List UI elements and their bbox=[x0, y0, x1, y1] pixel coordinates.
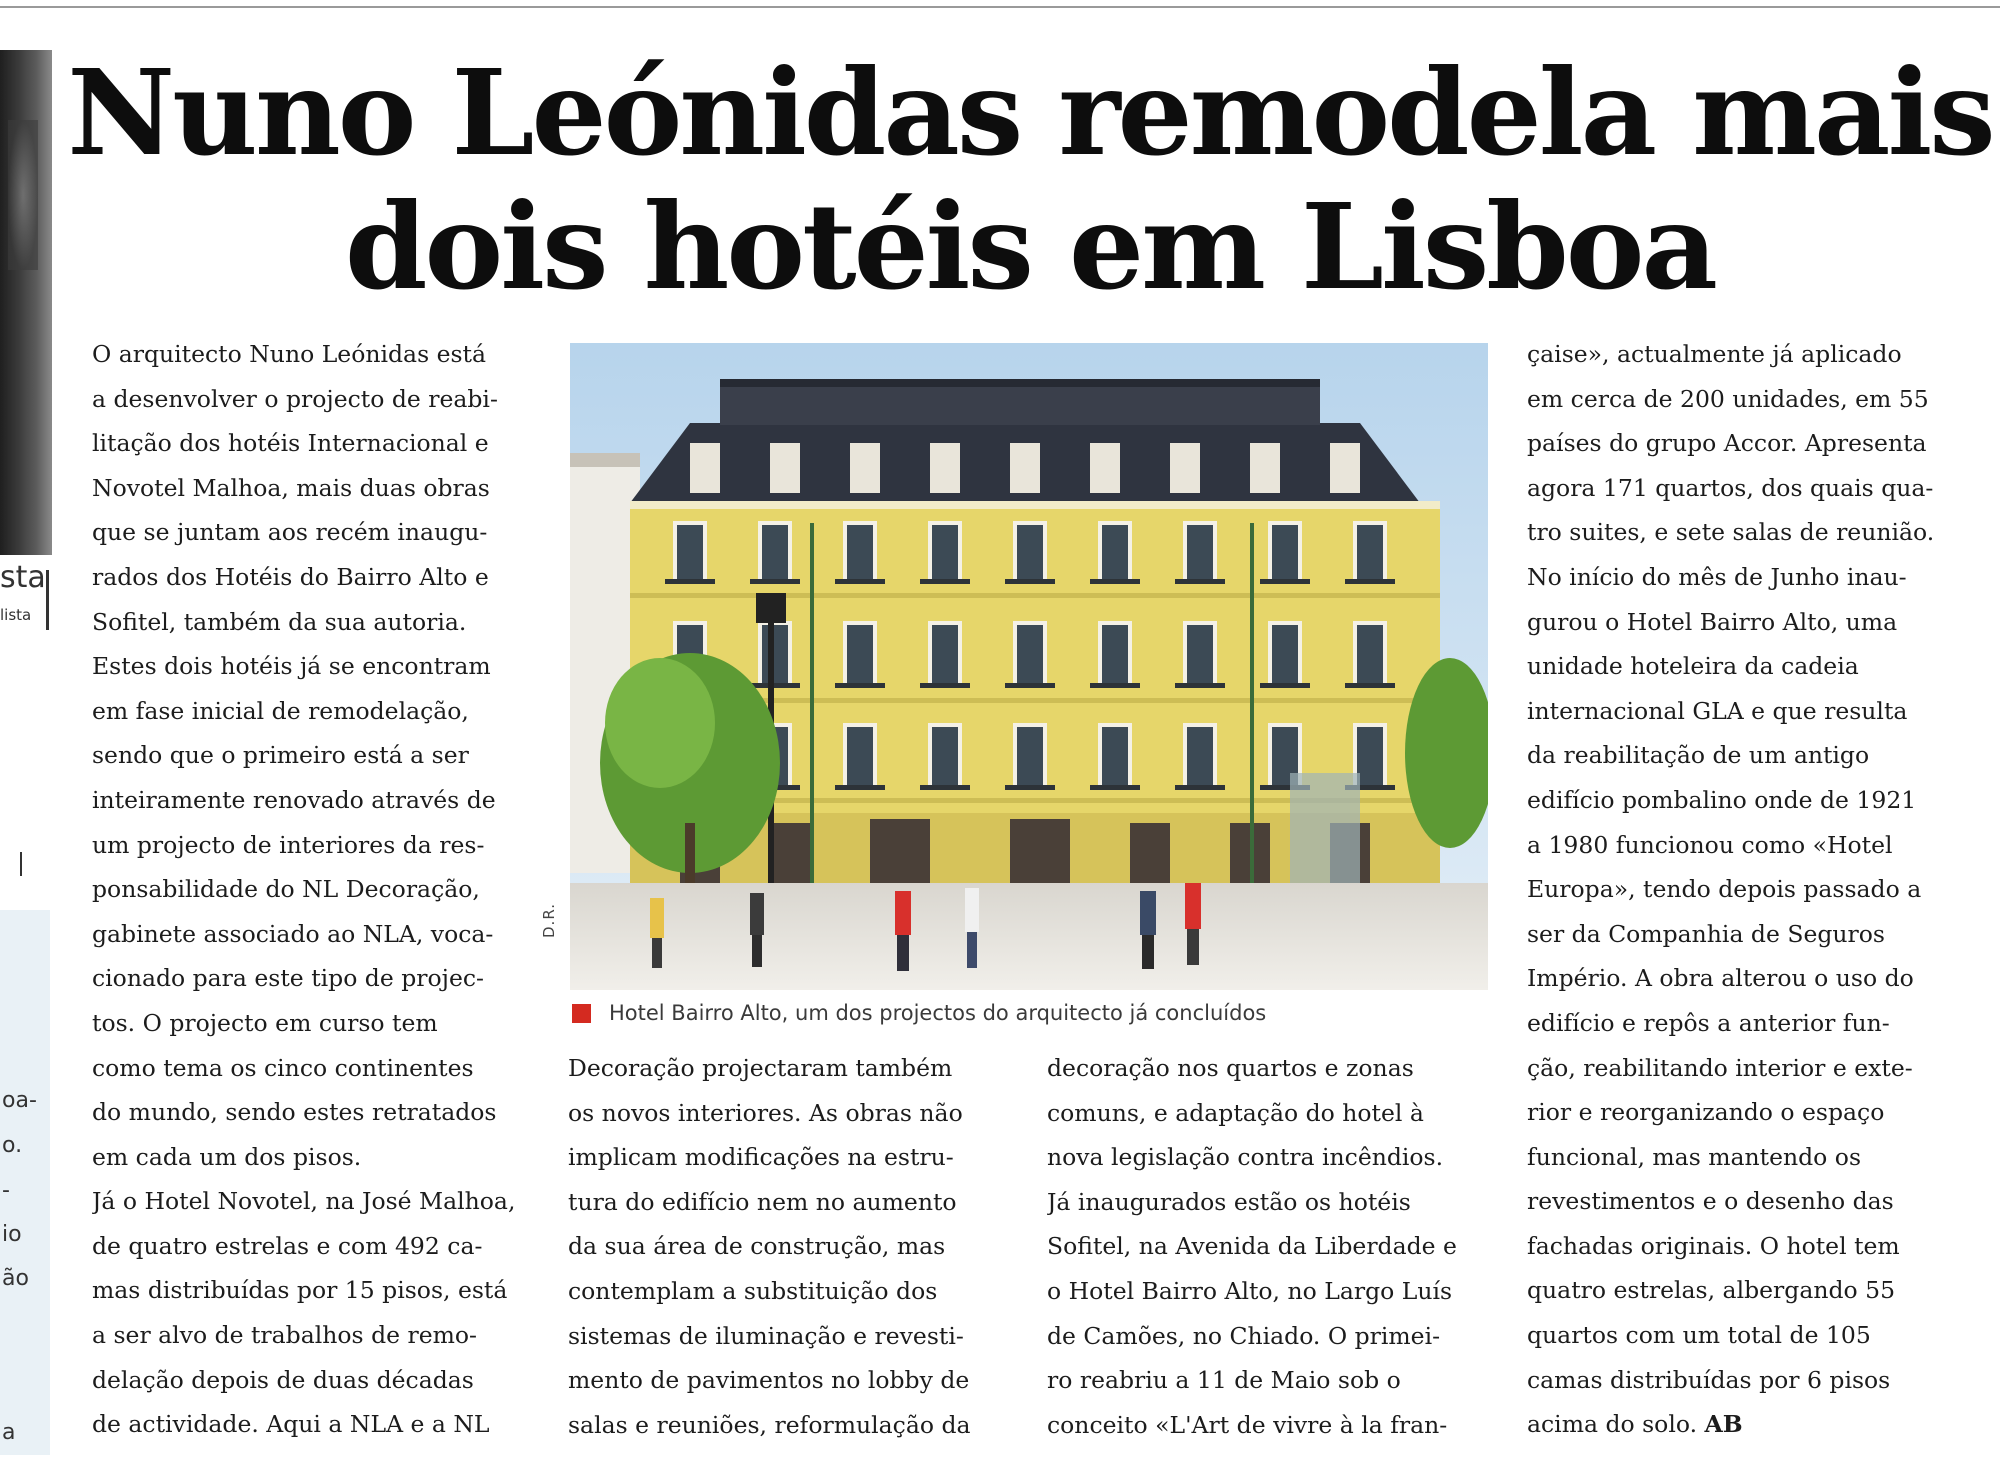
article-column-3 bbox=[1047, 1046, 1485, 1447]
headline-line: Nuno Leónidas remodela mais bbox=[67, 43, 1993, 182]
top-rule bbox=[0, 6, 2000, 8]
photo-caption bbox=[572, 1001, 1266, 1025]
text-line: tura do edifício nem no aumento bbox=[568, 1187, 957, 1216]
author-signature: AB bbox=[1704, 1410, 1743, 1439]
text-line: quatro estrelas, albergando 55 bbox=[1527, 1276, 1896, 1305]
adjacent-caption-small: lista bbox=[0, 606, 32, 624]
text-line: de Camões, no Chiado. O primei- bbox=[1047, 1321, 1441, 1350]
text-line: os novos interiores. As obras não bbox=[568, 1098, 963, 1127]
hotel-photo bbox=[570, 343, 1488, 990]
text-line: mento de pavimentos no lobby de bbox=[568, 1366, 970, 1395]
text-line: sendo que o primeiro está a ser bbox=[92, 741, 469, 770]
text-line: mas distribuídas por 15 pisos, está bbox=[92, 1276, 508, 1305]
text-line: rados dos Hotéis do Bairro Alto e bbox=[92, 562, 489, 591]
text-line: salas e reuniões, reformulação da bbox=[568, 1410, 971, 1439]
text-line: Europa», tendo depois passado a bbox=[1527, 875, 1922, 904]
text-line: edifício e repôs a anterior fun- bbox=[1527, 1008, 1890, 1037]
article-column-4 bbox=[1527, 332, 1965, 1447]
article-column-2 bbox=[568, 1046, 1006, 1447]
text-line: de quatro estrelas e com 492 ca- bbox=[92, 1231, 483, 1260]
text-line: tro suites, e sete salas de reunião. bbox=[1527, 518, 1935, 547]
adjacent-fragment: oa- bbox=[2, 1088, 37, 1113]
text-line: ponsabilidade do NL Decoração, bbox=[92, 875, 480, 904]
text-line: çaise», actualmente já aplicado bbox=[1527, 340, 1902, 368]
text-line: a desenvolver o projecto de reabi- bbox=[92, 384, 498, 413]
headline-line: dois hotéis em Lisboa bbox=[345, 177, 1715, 316]
text-line: sistemas de iluminação e revesti- bbox=[568, 1321, 964, 1350]
text-line: Sofitel, na Avenida da Liberdade e bbox=[1047, 1232, 1457, 1261]
text-line: internacional GLA e que resulta bbox=[1527, 696, 1908, 725]
text-line: Já inaugurados estão os hotéis bbox=[1047, 1187, 1411, 1216]
text-line: conceito «L'Art de vivre à la fran- bbox=[1047, 1410, 1448, 1439]
text-line: No início do mês de Junho inau- bbox=[1527, 562, 1907, 591]
text-line: em cada um dos pisos. bbox=[92, 1142, 362, 1171]
adjacent-photo-fragment bbox=[0, 50, 52, 555]
text-line: ser da Companhia de Seguros bbox=[1527, 919, 1885, 948]
text-line: como tema os cinco continentes bbox=[92, 1053, 474, 1082]
adjacent-tick bbox=[20, 852, 22, 876]
text-line: ro reabriu a 11 de Maio sob o bbox=[1047, 1366, 1401, 1395]
text-line: Império. A obra alterou o uso do bbox=[1527, 964, 1914, 993]
text-line: quartos com um total de 105 bbox=[1527, 1321, 1871, 1350]
caption-marker-icon bbox=[572, 1004, 591, 1023]
text-line: revestimentos e o desenho das bbox=[1527, 1187, 1894, 1216]
text-line: gurou o Hotel Bairro Alto, uma bbox=[1527, 607, 1898, 636]
text-line: inteiramente renovado através de bbox=[92, 785, 496, 814]
text-line: contemplam a substituição dos bbox=[568, 1276, 938, 1305]
adjacent-fragment: o. bbox=[2, 1133, 23, 1158]
text-line: ção, reabilitando interior e exte- bbox=[1527, 1053, 1913, 1082]
text-line: da reabilitação de um antigo bbox=[1527, 741, 1870, 770]
text-line: litação dos hotéis Internacional e bbox=[92, 429, 489, 458]
text-line: em cerca de 200 unidades, em 55 bbox=[1527, 384, 1929, 413]
adjacent-caption-bar bbox=[46, 570, 49, 630]
text-line: cionado para este tipo de projec- bbox=[92, 964, 484, 993]
text-line: Estes dois hotéis já se encontram bbox=[92, 652, 491, 681]
text-line: países do grupo Accor. Apresenta bbox=[1527, 429, 1927, 458]
text-line: a ser alvo de trabalhos de remo- bbox=[92, 1321, 477, 1350]
text-line: funcional, mas mantendo os bbox=[1527, 1142, 1862, 1171]
text-line: O arquitecto Nuno Leónidas está bbox=[92, 340, 487, 368]
adjacent-fragment: a bbox=[2, 1420, 16, 1445]
text-line: delação depois de duas décadas bbox=[92, 1365, 474, 1394]
text-line: edifício pombalino onde de 1921 bbox=[1527, 785, 1917, 814]
article-column-1 bbox=[92, 332, 526, 1447]
hotel-photo-illustration bbox=[570, 343, 1488, 990]
adjacent-fragment: - bbox=[2, 1178, 10, 1203]
text-line: nova legislação contra incêndios. bbox=[1047, 1143, 1444, 1172]
text-line: o Hotel Bairro Alto, no Largo Luís bbox=[1047, 1276, 1453, 1305]
adjacent-fragment: io bbox=[2, 1222, 22, 1247]
text-line: rior e reorganizando o espaço bbox=[1527, 1098, 1885, 1127]
text-line: camas distribuídas por 6 pisos bbox=[1527, 1365, 1891, 1394]
text-line: do mundo, sendo estes retratados bbox=[92, 1098, 497, 1127]
text-line: unidade hoteleira da cadeia bbox=[1527, 652, 1859, 681]
adjacent-caption-large: sta bbox=[0, 560, 46, 595]
photo-credit: D.R. bbox=[540, 903, 558, 938]
text-line: Sofitel, também da sua autoria. bbox=[92, 607, 467, 636]
text-line: Decoração projectaram também bbox=[568, 1054, 953, 1082]
article-headline bbox=[60, 43, 2000, 316]
adjacent-fragment: ão bbox=[2, 1266, 29, 1291]
photo-caption-text: Hotel Bairro Alto, um dos projectos do arquitecto já concluídos bbox=[609, 1001, 1267, 1025]
text-line: a 1980 funcionou como «Hotel bbox=[1527, 830, 1893, 859]
text-line bbox=[1527, 1402, 1965, 1447]
text-line: comuns, e adaptação do hotel à bbox=[1047, 1098, 1424, 1127]
text-line: fachadas originais. O hotel tem bbox=[1527, 1231, 1900, 1260]
text-line: agora 171 quartos, dos quais qua- bbox=[1527, 473, 1934, 502]
text-line: Já o Hotel Novotel, na José Malhoa, bbox=[92, 1187, 516, 1216]
text-line: em fase inicial de remodelação, bbox=[92, 696, 469, 725]
text-line: da sua área de construção, mas bbox=[568, 1232, 946, 1261]
text-line: tos. O projecto em curso tem bbox=[92, 1008, 438, 1037]
text-line: Novotel Malhoa, mais duas obras bbox=[92, 473, 490, 502]
text-line: que se juntam aos recém inaugu- bbox=[92, 518, 488, 547]
text-line: implicam modificações na estru- bbox=[568, 1143, 954, 1172]
text-line: um projecto de interiores da res- bbox=[92, 830, 485, 859]
text-line: de actividade. Aqui a NLA e a NL bbox=[92, 1410, 490, 1439]
text-line: decoração nos quartos e zonas bbox=[1047, 1054, 1414, 1082]
text-line: gabinete associado ao NLA, voca- bbox=[92, 919, 494, 948]
text-line-final: acima do solo. bbox=[1527, 1410, 1698, 1439]
